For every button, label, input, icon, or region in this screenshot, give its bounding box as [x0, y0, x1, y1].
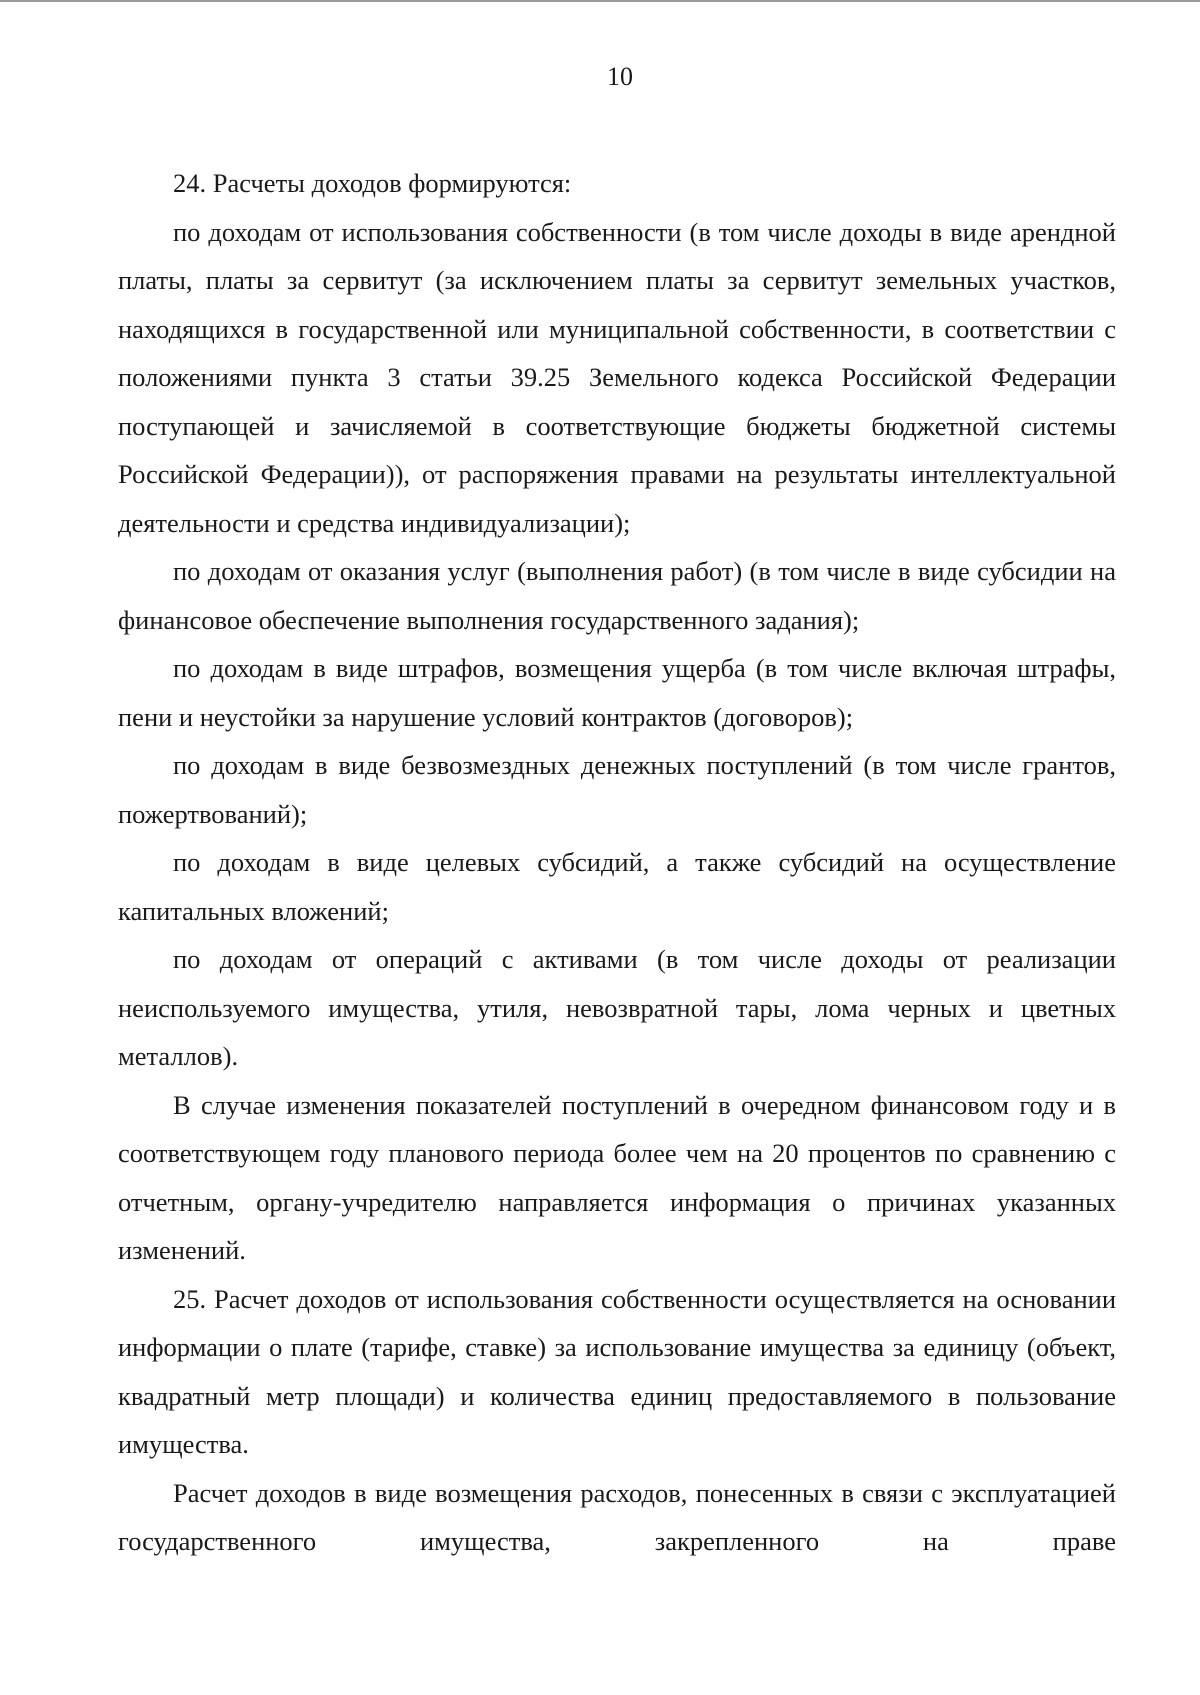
- paragraph-grants-income: по доходам в виде безвозмездных денежных поступлений (в том числе грантов, пожертвований);: [118, 750, 1116, 829]
- paragraph-changes-notice: В случае изменения показателей поступлений в очередном финансовом году и в соответствующем году планового периода более чем на 20 процентов по сравнению с отчетным, органу-учредителю направляется информация о причинах указанных изменений.: [118, 1089, 1116, 1265]
- paragraph-property-income: по доходам от использования собственности (в том числе доходы в виде арендной платы, платы за сервитут (за исключением платы за сервитут земельных участков, находящихся в государственной или муниципальной собственности, в соответствии с положениями пункта 3 статьи 39.25 Земельного кодекса Российской Федерации поступающей и зачисляемой в соответствующие бюджеты бюджетной системы Российской Федерации)), от распоряжения правами на результаты интеллектуальной деятельности и средства индивидуализации);: [118, 216, 1116, 538]
- paragraph-fines-income: по доходам в виде штрафов, возмещения ущерба (в том числе включая штрафы, пени и неустойки за нарушение условий контрактов (договоров);: [118, 653, 1116, 732]
- paragraph-24-heading: 24. Расчеты доходов формируются:: [173, 168, 572, 198]
- paragraph-25-property-calculation: 25. Расчет доходов от использования собственности осуществляется на основании информации о плате (тарифе, ставке) за использование имущества за единицу (объект, квадратный метр площади) и количества единиц предоставляемого в пользование имущества.: [118, 1283, 1116, 1459]
- paragraph-assets-income: по доходам от операций с активами (в том числе доходы от реализации неиспользуемого имущества, утиля, невозвратной тары, лома черных и цветных металлов).: [118, 944, 1116, 1071]
- paragraph-subsidies-income: по доходам в виде целевых субсидий, а также субсидий на осуществление капитальных вложений;: [118, 847, 1116, 926]
- page-number: 10: [607, 62, 633, 91]
- paragraph-reimbursement-calculation: Расчет доходов в виде возмещения расходов, понесенных в связи с эксплуатацией государственного имущества, закрепленного на праве: [118, 1477, 1116, 1556]
- top-border: [0, 0, 1200, 2]
- paragraph-services-income: по доходам от оказания услуг (выполнения работ) (в том числе в виде субсидии на финансовое обеспечение выполнения государственного задания);: [118, 556, 1116, 635]
- document-body: [118, 159, 1116, 1566]
